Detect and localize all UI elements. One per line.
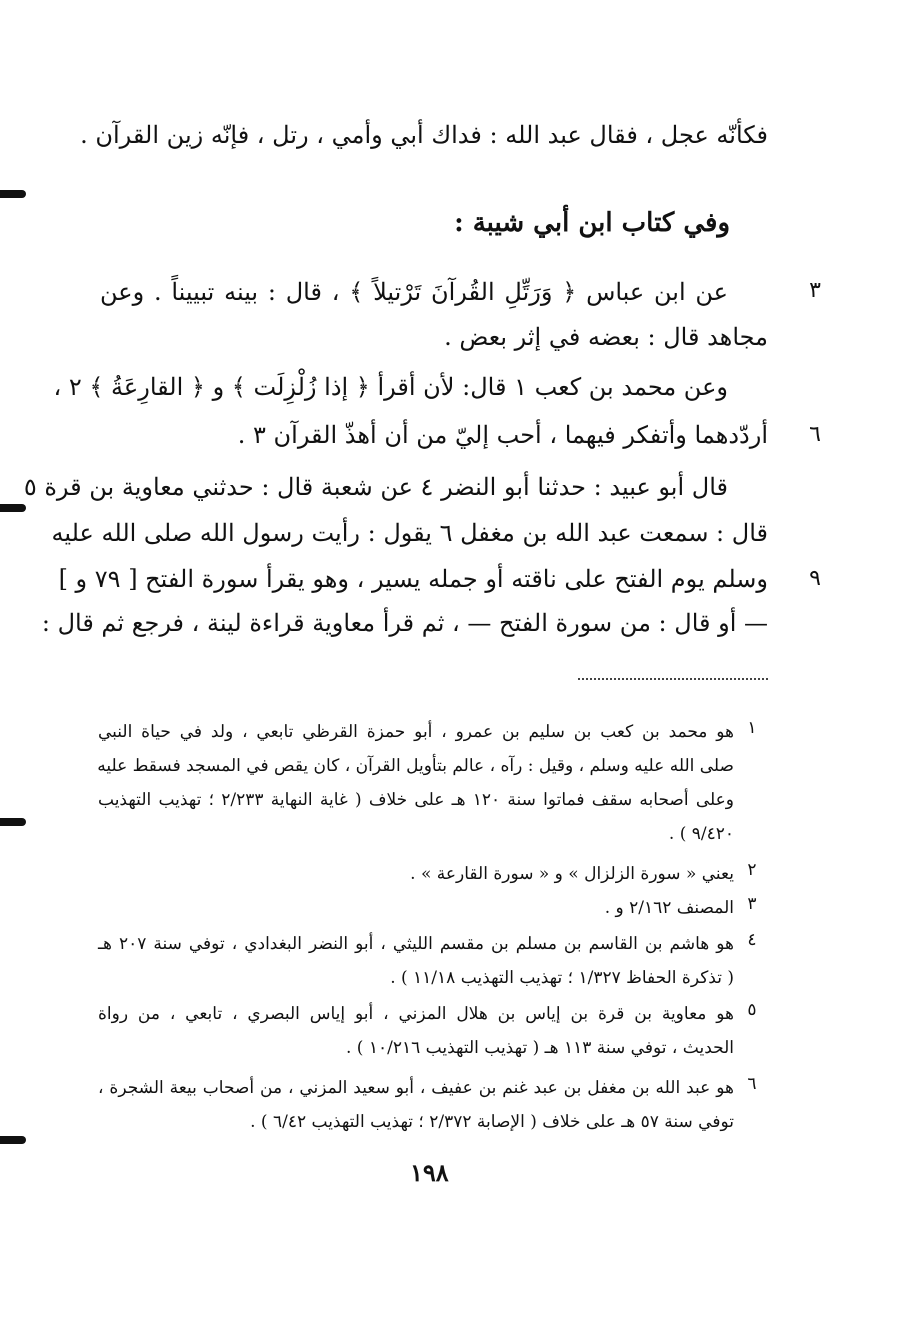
footnote-line: صلى الله عليه وسلم ، وقيل : رآه ، عالم بتأويل القرآن ، كان يقص في المسجد فسقط عليه	[97, 756, 734, 776]
footnote-line: هو محمد بن كعب بن سليم بن عمرو ، أبو حمزة القرظي تابعي ، ولد في حياة النبي	[98, 722, 734, 742]
body-line: أردّدهما وأتفكر فيهما ، أحب إليّ من أن أهذّ القرآن ٣ .	[237, 421, 768, 449]
footnote-line: الحديث ، توفي سنة ١١٣ هـ ( تهذيب التهذيب ١٠/٢١٦ ) .	[346, 1038, 734, 1058]
body-line: قال : سمعت عبد الله بن مغفل ٦ يقول : رأيت رسول الله صلى الله عليه	[51, 519, 768, 547]
line-number: ٣	[809, 278, 821, 303]
footnote-number: ٤	[747, 930, 757, 950]
footnote-line: المصنف ٢/١٦٢ و .	[604, 898, 734, 918]
footnote-number: ٥	[747, 1000, 757, 1020]
body-line: — أو قال : من سورة الفتح — ، ثم قرأ معاوية قراءة لينة ، فرجع ثم قال :	[41, 609, 768, 637]
footnote-separator	[578, 678, 768, 680]
footnote-number: ١	[747, 718, 757, 738]
footnote-line: هو عبد الله بن مغفل بن عبد غنم بن عفيف ، أبو سعيد المزني ، من أصحاب بيعة الشجرة ،	[98, 1078, 734, 1098]
footnote-line: ( تذكرة الحفاظ ١/٣٢٧ ؛ تهذيب التهذيب ١١/١٨ ) .	[390, 968, 734, 988]
section-heading: وفي كتاب ابن أبي شيبة :	[454, 208, 730, 238]
footnote-line: هو معاوية بن قرة بن إياس بن هلال المزني ، أبو إياس البصري ، تابعي ، من رواة	[98, 1004, 734, 1024]
footnote-number: ٢	[747, 860, 757, 880]
page-number: ١٩٨	[410, 1158, 449, 1187]
scan-edge-mark	[0, 1136, 26, 1144]
footnote-line: توفي سنة ٥٧ هـ على خلاف ( الإصابة ٢/٣٧٢ ؛ تهذيب التهذيب ٦/٤٢ ) .	[250, 1112, 734, 1132]
body-line: فكأنّه عجل ، فقال عبد الله : فداك أبي وأمي ، رتل ، فإنّه زين القرآن .	[80, 121, 768, 149]
body-line: وعن محمد بن كعب ١ قال: لأن أقرأ ﴿ إذا زُلْزِلَت ﴾ و ﴿ القارِعَةُ ﴾ ٢ ،	[53, 373, 728, 401]
line-number: ٩	[809, 566, 821, 591]
footnote-line: يعني « سورة الزلزال » و « سورة القارعة » .	[410, 864, 734, 884]
scan-edge-mark	[0, 504, 26, 512]
footnote-line: هو هاشم بن القاسم بن مسلم بن مقسم الليثي ، أبو النضر البغدادي ، توفي سنة ٢٠٧ هـ	[98, 934, 734, 954]
footnote-line: وعلى أصحابه سقف فماتوا سنة ١٢٠ هـ على خلاف ( غاية النهاية ٢/٢٣٣ ؛ تهذيب التهذيب	[98, 790, 734, 810]
line-number: ٦	[809, 422, 821, 447]
scan-edge-mark	[0, 190, 26, 198]
footnote-number: ٦	[747, 1074, 757, 1094]
body-line: قال أبو عبيد : حدثنا أبو النضر ٤ عن شعبة قال : حدثني معاوية بن قرة ٥	[23, 473, 728, 501]
body-line: وسلم يوم الفتح على ناقته أو جمله يسير ، وهو يقرأ سورة الفتح [ ٧٩ و ]	[58, 565, 768, 593]
body-line: عن ابن عباس ﴿ وَرَتِّلِ القُرآنَ تَرْتيلاً ﴾ ، قال : بينه تبييناً . وعن	[100, 278, 728, 306]
footnote-line: ٩/٤٢٠ ) .	[668, 824, 734, 844]
scan-edge-mark	[0, 818, 26, 826]
body-line: مجاهد قال : بعضه في إثر بعض .	[444, 323, 768, 351]
footnote-number: ٣	[747, 894, 757, 914]
